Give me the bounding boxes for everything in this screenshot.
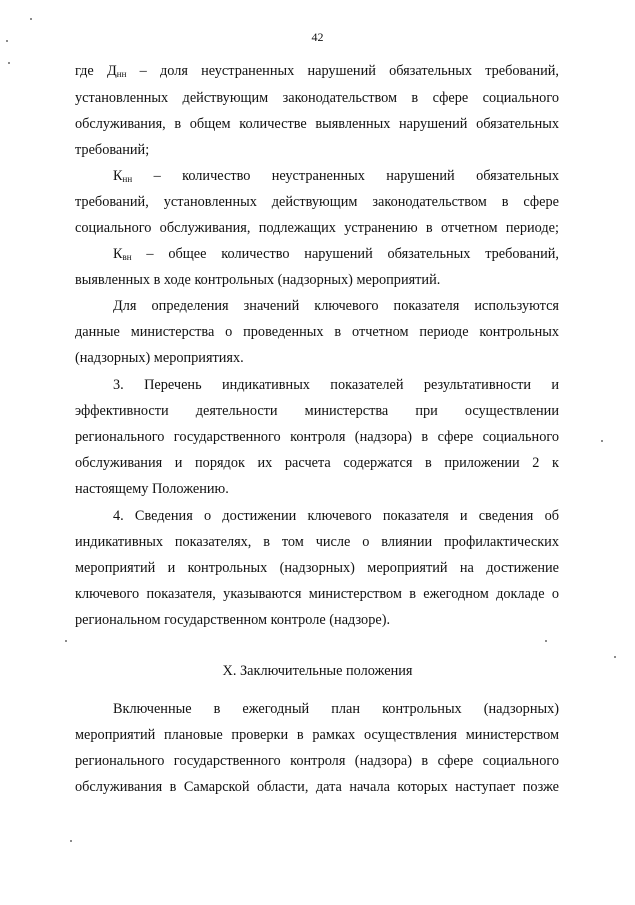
- text-line: 4. Сведения о достижении ключевого показателя и сведения об: [113, 508, 559, 524]
- text-line: $К_{нн}$ – количество неустраненных нарушений обязательных: [113, 168, 559, 184]
- page-number: 42: [311, 30, 324, 44]
- text-line: мероприятий и контрольных (надзорных) мероприятий на достижение: [75, 560, 559, 576]
- text-line: выявленных в ходе контрольных (надзорных) мероприятий.: [75, 272, 441, 288]
- section-heading: X. Заключительные положения: [222, 663, 413, 679]
- text-line: $К_{вн}$ – общее количество нарушений обязательных требований,: [113, 246, 559, 262]
- text-line: требований, установленных действующим законодательством в сфере: [75, 194, 559, 210]
- text-line: установленных действующим законодательством в сфере социального: [75, 90, 559, 106]
- text-line: требований;: [75, 142, 150, 158]
- text-line: где $Д_{нн}$ – доля неустраненных нарушений обязательных требований,: [75, 63, 559, 79]
- text-line: мероприятий плановые проверки в рамках осуществления министерством: [75, 727, 559, 743]
- text-line: регионального государственного контроля (надзора) в сфере социального: [75, 429, 559, 445]
- text-line: обслуживания в Самарской области, дата начала которых наступает позже: [75, 779, 559, 795]
- text-line: региональном государственном контроле (надзоре).: [75, 612, 391, 628]
- text-line: данные министерства о проведенных в отчетном периоде контрольных: [75, 324, 559, 340]
- text-line: настоящему Положению.: [75, 481, 229, 497]
- text-line: регионального государственного контроля (надзора) в сфере социального: [75, 753, 559, 769]
- text-line: обслуживания и порядок их расчета содержатся в приложении 2 к: [75, 455, 559, 471]
- text-line: социального обслуживания, подлежащих устранению в отчетном периоде;: [75, 220, 559, 236]
- text-line: Для определения значений ключевого показателя используются: [113, 298, 559, 314]
- text-line: обслуживания, в общем количестве выявленных нарушений обязательных: [75, 116, 559, 132]
- text-line: ключевого показателя, указываются министерством в ежегодном докладе о: [75, 586, 559, 602]
- text-line: индикативных показателях, в том числе о влиянии профилактических: [75, 534, 559, 550]
- text-line: 3. Перечень индикативных показателей результативности и: [113, 377, 559, 393]
- text-line: эффективности деятельности министерства при осуществлении: [75, 403, 559, 419]
- text-line: Включенные в ежегодный план контрольных (надзорных): [113, 701, 559, 717]
- text-line: (надзорных) мероприятиях.: [75, 350, 244, 366]
